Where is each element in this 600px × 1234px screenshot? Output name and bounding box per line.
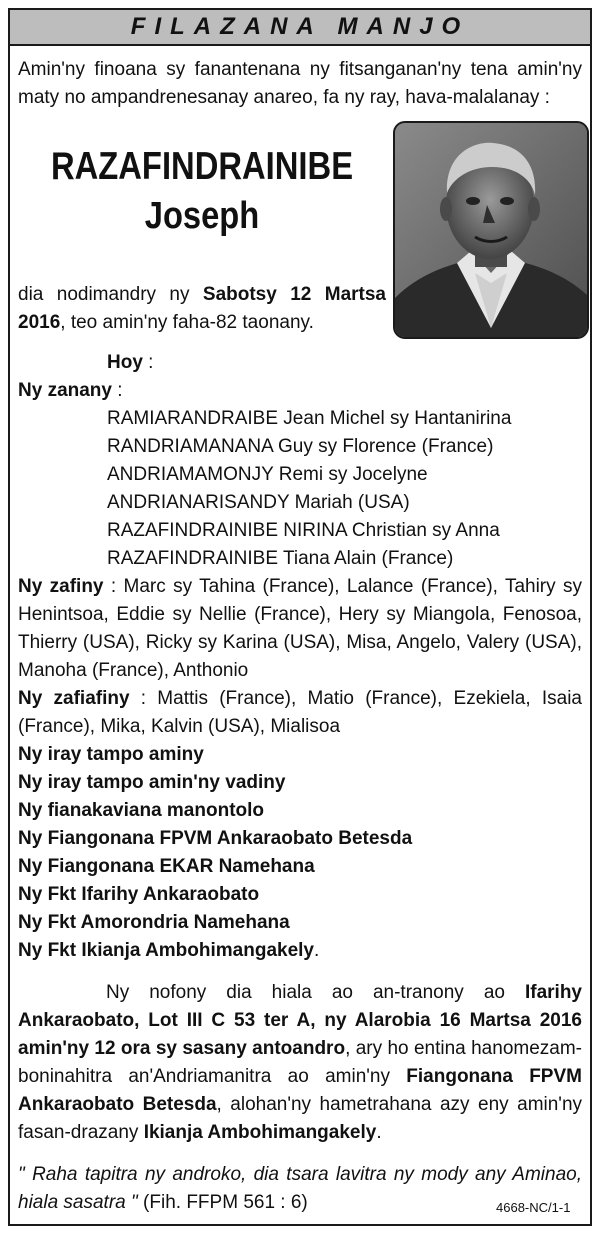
list-item: Ny Fiangonana EKAR Namehana — [18, 856, 315, 877]
list-item: RAZAFINDRAINIBE Tiana Alain (France) — [107, 548, 454, 569]
notice-header: FILAZANA MANJO — [10, 10, 590, 46]
list-item: RAZAFINDRAINIBE NIRINA Christian sy Anna — [107, 520, 500, 541]
list-item: Ny iray tampo aminy — [18, 744, 204, 765]
list-item: RAMIARANDRAIBE Jean Michel sy Hantanirina — [107, 408, 512, 429]
list-item: Ny Fkt Ikianja Ambohimangakely — [18, 940, 314, 961]
list-item: Ny Fkt Ifarihy Ankaraobato — [18, 884, 260, 905]
great-grandchildren-paragraph: Ny zafiafiny : Mattis (France), Matio (France), Ezekiela, Isaia (France), Mika, Kalvin (USA), Mialisoa — [18, 688, 582, 737]
deceased-surname: RAZAFINDRAINIBE — [50, 145, 354, 188]
list-item: ANDRIANARISANDY Mariah (USA) — [107, 492, 410, 513]
list-item: Ny Fkt Amorondria Namehana — [18, 912, 290, 933]
deceased-given-name: Joseph — [144, 195, 260, 237]
portrait-image — [395, 123, 587, 337]
list-item: Ny Fiangonana FPVM Ankaraobato Betesda — [18, 828, 413, 849]
portrait-photo — [393, 121, 589, 339]
intro-text: Amin'ny finoana sy fanantenana ny fitsanganan'ny tena amin'ny maty no ampandrenesanay anareo, fa ny ray, hava-malalanay : — [18, 59, 582, 108]
children-list — [107, 405, 587, 573]
death-date: Sabotsy 12 Martsa 2016 — [18, 284, 386, 333]
hoy-line: Hoy : — [107, 352, 154, 373]
grandchildren-paragraph: Ny zafiny : Marc sy Tahina (France), Lalance (France), Tahiry sy Henintsoa, Eddie sy Nellie (France), Hery sy Miangola, Fenosoa, Thierry (USA), Ricky sy Karina (USA), Misa, Angelo, Valery (USA), Manoha (France), Anthonio — [18, 576, 583, 681]
list-item: Ny fianakaviana manontolo — [18, 800, 265, 821]
bible-verse: " Raha tapitra ny androko, dia tsara lavitra ny mody any Aminao, hiala sasatra " (Fih. FFPM 561 : 6) — [18, 1164, 582, 1213]
other-mourners-list: Ny iray tampo aminy Ny iray tampo amin'ny vadiny Ny fianakaviana manontolo Ny Fiangonana FPVM Ankaraobato Betesda Ny Fiangonana EKAR Namehana Ny Fkt Ifarihy Ankaraobato Ny Fkt Amorondria Namehana Ny Fkt Ikianja Ambohimangakely. — [18, 744, 413, 961]
list-item: RANDRIAMANANA Guy sy Florence (France) — [107, 436, 494, 457]
death-announcement: dia nodimandry ny Sabotsy 12 Martsa 2016, teo amin'ny faha-82 taonany. — [18, 284, 386, 333]
list-item: ANDRIAMAMONJY Remi sy Jocelyne — [107, 464, 428, 485]
deceased-name — [18, 142, 386, 240]
list-item: Ny iray tampo amin'ny vadiny — [18, 772, 286, 793]
ad-code: 4668-NC/1-1 — [496, 1200, 571, 1215]
children-heading: Ny zanany : — [18, 380, 123, 401]
funeral-paragraph: Ny nofony dia hiala ao an-tranony ao Ifarihy Ankaraobato, Lot III C 53 ter A, ny Alarobia 16 Martsa 2016 amin'ny 12 ora sy sasany antoandro, ary ho entina hanomezam-boninahitra an'Andriamanitra ao amin'ny Fiangonana FPVM Ankaraobato Betesda, alohan'ny hametrahana azy eny amin'ny fasan-drazany Ikianja Ambohimangakely. — [18, 982, 583, 1143]
